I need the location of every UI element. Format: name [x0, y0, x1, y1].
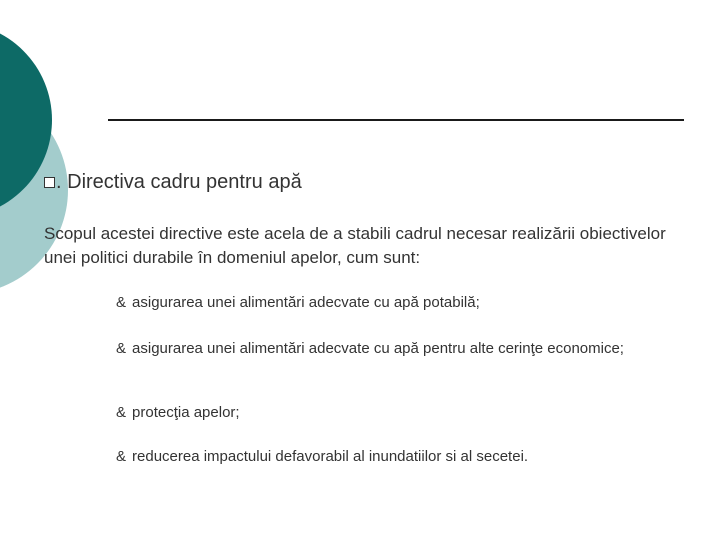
- item-marker: &: [116, 448, 127, 465]
- bullet-suffix: .: [56, 171, 62, 193]
- item-text: asigurarea unei alimentări adecvate cu apă potabilă;: [132, 294, 480, 311]
- list-item: [44, 446, 684, 468]
- item-marker: &: [116, 294, 127, 311]
- heading-text: Directiva cadru pentru apă: [67, 171, 302, 193]
- item-marker: &: [116, 404, 127, 421]
- horizontal-rule: [108, 119, 684, 121]
- slide-heading: [44, 170, 302, 194]
- intro-paragraph: Scopul acestei directive este acela de a stabili cadrul necesar realizării obiectivelor unei politici durabile în domeniul apelor, cum sunt:: [44, 224, 666, 267]
- item-marker: &: [116, 340, 127, 357]
- list-item: [44, 292, 684, 314]
- list-item: [44, 338, 684, 360]
- square-bullet-icon: [44, 177, 55, 188]
- item-text: reducerea impactului defavorabil al inundatiilor si al secetei.: [132, 448, 529, 465]
- item-text: asigurarea unei alimentări adecvate cu apă pentru alte cerinţe economice;: [132, 340, 624, 357]
- item-text: protecţia apelor;: [132, 404, 240, 421]
- list-item: [44, 402, 684, 424]
